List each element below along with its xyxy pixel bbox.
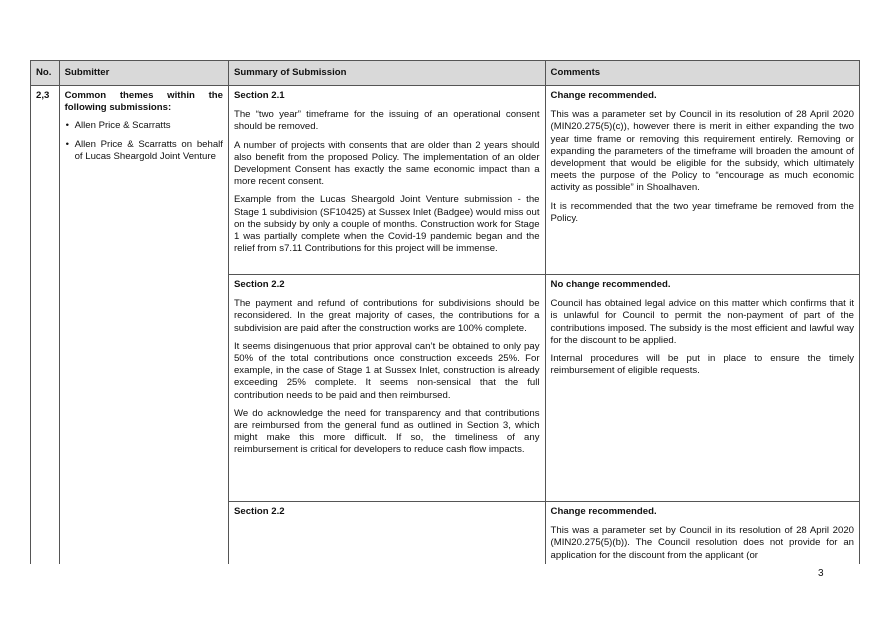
- header-submitter: Submitter: [59, 61, 228, 86]
- summary-paragraph: The “two year” timeframe for the issuing of an operational consent should be removed.: [233, 109, 540, 133]
- comment-paragraph: This was a parameter set by Council in its resolution of 28 April 2020 (MIN20.275(5)(b)). The Council resolution does not provide for an application for the discount from the applicant (or: [550, 525, 854, 561]
- submitter-title: Common themes within the following submissions:: [64, 90, 223, 114]
- comment-title: Change recommended.: [550, 506, 657, 517]
- summary-cell-section-2-2: [228, 275, 545, 502]
- comment-cell-section-2-2: [545, 275, 859, 502]
- header-no: No.: [31, 61, 60, 86]
- header-comments: Comments: [545, 61, 859, 86]
- comment-paragraph: This was a parameter set by Council in its resolution of 28 April 2020 (MIN20.275(5)(c)), however there is merit in either expanding the two year time frame or removing this requirement entirely. Removing or expanding the parameters of the timeframe will broaden the amount of development that would be eligible for the subsidy, which ultimately meets the purpose of the Policy to “encourage as much economic activity as possible” in Shoalhaven.: [550, 109, 854, 194]
- table-row: [31, 86, 860, 275]
- submitter-item: • Allen Price & Scarratts on behalf of Lucas Sheargold Joint Venture: [65, 139, 223, 163]
- header-summary: Summary of Submission: [228, 61, 545, 86]
- row-number: 2,3: [31, 86, 60, 565]
- section-title: Section 2.2: [233, 279, 285, 290]
- table-header-row: [31, 61, 860, 86]
- summary-paragraph: It seems disingenuous that prior approval can’t be obtained to only pay 50% of the total contributions once construction exceeds 25%. For example, in the case of Stage 1 at Sussex Inlet, construction is already exceeding 25% complete. It seems non-sensical that the full contribution needs to be paid and then reimbursed.: [233, 340, 540, 401]
- comment-cell-section-2-1: [545, 86, 859, 275]
- page-number: 3: [818, 568, 824, 579]
- summary-cell-section-2-2-b: [228, 502, 545, 565]
- submitter-list: [65, 120, 223, 163]
- submissions-table-wrapper: [30, 60, 860, 564]
- summary-paragraph: We do acknowledge the need for transparency and that contributions are reimbursed from the general fund as outlined in Section 3, which might make this more difficult. If so, the timeliness of any reimbursement is critical for developers to reduce cash flow impacts.: [233, 407, 540, 456]
- section-title: Section 2.1: [233, 90, 285, 101]
- comment-paragraph: Internal procedures will be put in place to ensure the timely reimbursement of eligible requests.: [550, 353, 854, 377]
- comment-cell-section-2-2-b: [545, 502, 859, 565]
- comment-title: No change recommended.: [550, 279, 671, 290]
- section-title: Section 2.2: [233, 506, 285, 517]
- summary-paragraph: Example from the Lucas Sheargold Joint Venture submission - the Stage 1 subdivision (SF10425) at Sussex Inlet (Badgee) would miss out on the subsidy by only a couple of months. Construction work for Stage 1 was partially complete when the Covid-19 pandemic began and the relief from s7.11 Contributions for this project will be immense.: [233, 194, 540, 255]
- comment-title: Change recommended.: [550, 90, 657, 101]
- submitter-item: • Allen Price & Scarratts: [65, 120, 223, 132]
- submissions-table: [30, 60, 860, 564]
- comment-paragraph: Council has obtained legal advice on this matter which confirms that it is unlawful for Council to permit the non-payment of part of the contributions imposed. The subsidy is the most efficient and lawful way for the discount to be applied.: [550, 298, 854, 346]
- submitter-cell: [59, 86, 228, 565]
- summary-cell-section-2-1: [228, 86, 545, 275]
- summary-paragraph: A number of projects with consents that are older than 2 years should also benefit from the proposed Policy. The implementation of an older Development Consent has exactly the same economic impact than a more recent consent.: [233, 139, 540, 188]
- comment-paragraph: It is recommended that the two year timeframe be removed from the Policy.: [550, 200, 854, 224]
- summary-paragraph: The payment and refund of contributions for subdivisions should be reconsidered. In the great majority of cases, the contributions for a subdivision are paid after the construction works are 100% complete.: [233, 298, 540, 334]
